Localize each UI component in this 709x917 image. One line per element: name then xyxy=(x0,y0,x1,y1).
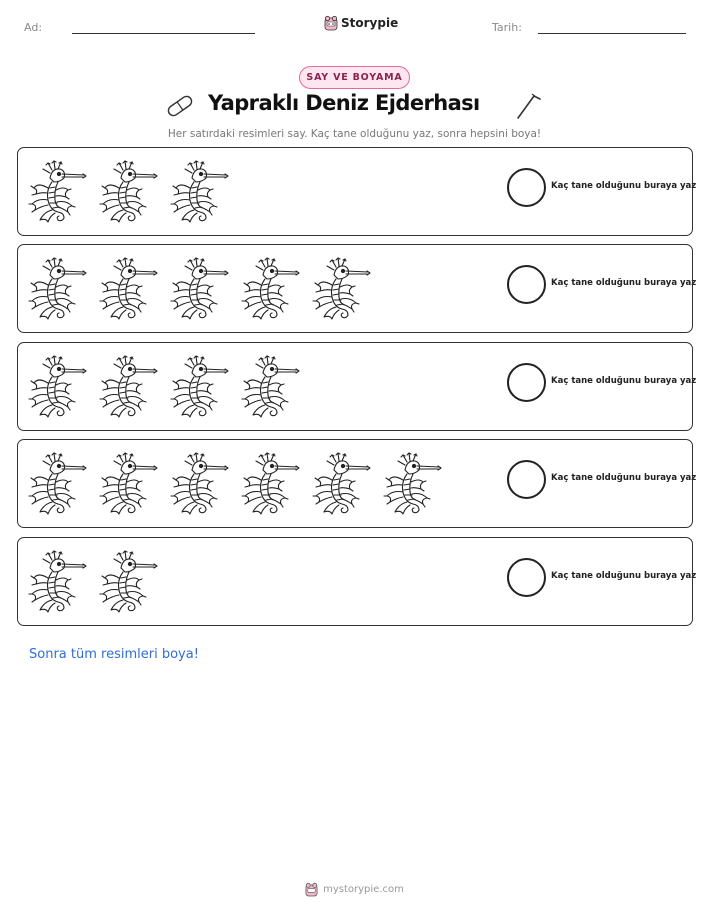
storypie-logo-icon xyxy=(324,15,338,31)
brand-name: Storypie xyxy=(341,16,399,30)
leafy-sea-dragon-icon xyxy=(170,154,241,230)
picture-group xyxy=(28,446,454,522)
answer-label: Kaç tane olduğunu buraya yaz xyxy=(551,473,697,483)
count-row xyxy=(17,537,697,626)
leafy-sea-dragon-icon xyxy=(28,544,99,620)
footer xyxy=(0,880,709,898)
picture-group xyxy=(28,544,170,620)
picture-group xyxy=(28,349,312,425)
picture-group xyxy=(28,154,241,230)
leafy-sea-dragon-icon xyxy=(28,446,99,522)
leafy-sea-dragon-icon xyxy=(99,251,170,327)
date-line[interactable] xyxy=(538,33,686,34)
answer-circle[interactable] xyxy=(507,168,546,207)
answer-label: Kaç tane olduğunu buraya yaz xyxy=(551,278,697,288)
leafy-sea-dragon-icon xyxy=(99,154,170,230)
leafy-sea-dragon-icon xyxy=(99,446,170,522)
answer-circle[interactable] xyxy=(507,460,546,499)
paintbrush-icon xyxy=(513,91,543,121)
leafy-sea-dragon-icon xyxy=(241,251,312,327)
leafy-sea-dragon-icon xyxy=(312,446,383,522)
leafy-sea-dragon-icon xyxy=(99,544,170,620)
date-label: Tarih: xyxy=(492,21,522,34)
title-row xyxy=(0,91,709,123)
leafy-sea-dragon-icon xyxy=(170,446,241,522)
crayon-icon xyxy=(163,91,197,121)
leafy-sea-dragon-icon xyxy=(383,446,454,522)
answer-circle[interactable] xyxy=(507,265,546,304)
leafy-sea-dragon-icon xyxy=(241,446,312,522)
leafy-sea-dragon-icon xyxy=(170,349,241,425)
storypie-logo-icon xyxy=(305,882,318,897)
leafy-sea-dragon-icon xyxy=(312,251,383,327)
count-row xyxy=(17,439,697,528)
worksheet-header xyxy=(0,14,709,44)
name-line[interactable] xyxy=(72,33,255,34)
page-title: Yapraklı Deniz Ejderhası xyxy=(208,91,480,115)
final-instruction: Sonra tüm resimleri boya! xyxy=(29,647,199,662)
leafy-sea-dragon-icon xyxy=(170,251,241,327)
answer-circle[interactable] xyxy=(507,363,546,402)
activity-badge: SAY VE BOYAMA xyxy=(299,66,410,89)
name-label: Ad: xyxy=(24,21,43,34)
answer-label: Kaç tane olduğunu buraya yaz xyxy=(551,181,697,191)
leafy-sea-dragon-icon xyxy=(99,349,170,425)
answer-label: Kaç tane olduğunu buraya yaz xyxy=(551,376,697,386)
answer-circle[interactable] xyxy=(507,558,546,597)
count-row xyxy=(17,244,697,333)
picture-group xyxy=(28,251,383,327)
count-row xyxy=(17,147,697,236)
answer-label: Kaç tane olduğunu buraya yaz xyxy=(551,571,697,581)
brand xyxy=(324,14,398,32)
leafy-sea-dragon-icon xyxy=(241,349,312,425)
leafy-sea-dragon-icon xyxy=(28,349,99,425)
count-row xyxy=(17,342,697,431)
footer-url: mystorypie.com xyxy=(323,883,404,895)
leafy-sea-dragon-icon xyxy=(28,251,99,327)
leafy-sea-dragon-icon xyxy=(28,154,99,230)
subtitle: Her satırdaki resimleri say. Kaç tane olduğunu yaz, sonra hepsini boya! xyxy=(167,128,542,140)
